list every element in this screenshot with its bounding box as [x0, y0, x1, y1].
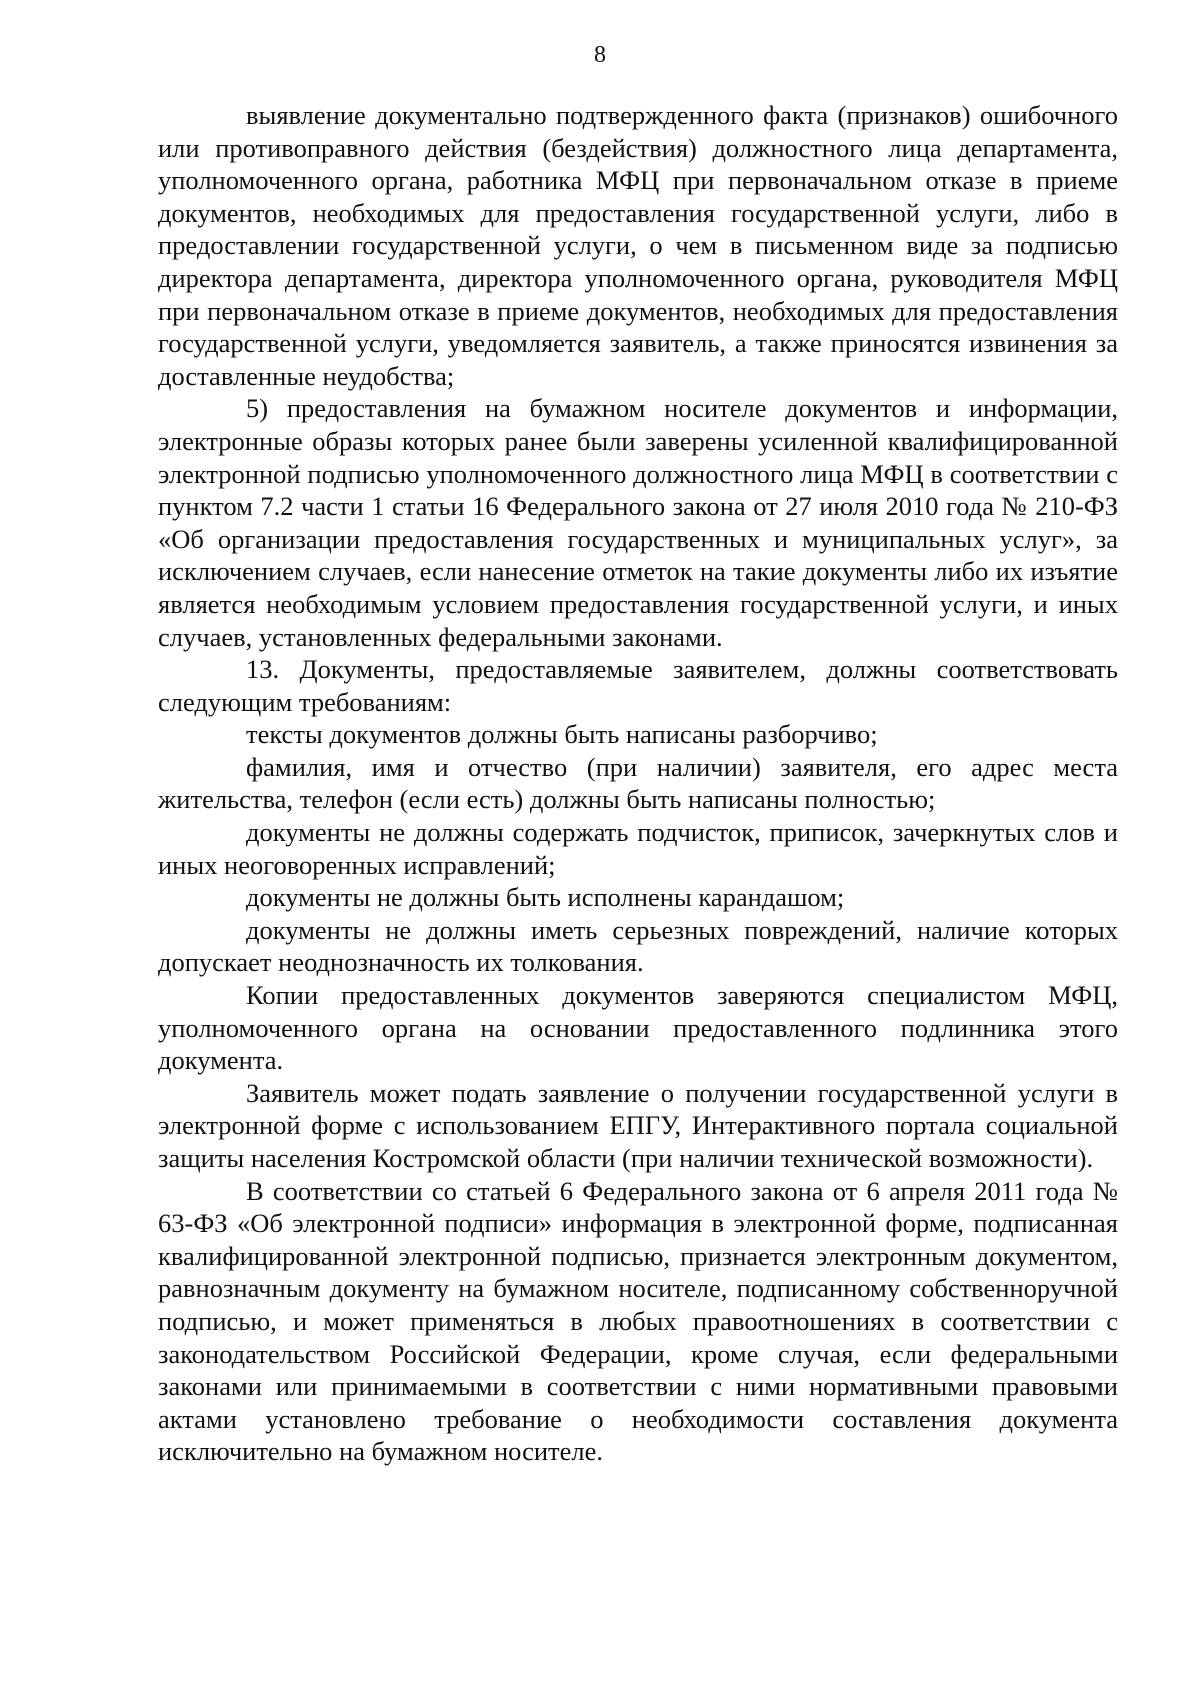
paragraph-error-detection: выявление документально подтвержденного факта (признаков) ошибочного или противоправного действия (бездействия) должностного лица департамента, уполномоченного органа, работника МФЦ при первоначальном отказе в приеме документов, необходимых для предоставления государственной услуги, либо в предоставлении государственной услуги, о чем в письменном виде за подписью директора департамента, директора уполномоченного органа, руководителя МФЦ при первоначальном отказе в приеме документов, необходимых для предоставления государственной услуги, уведомляется заявитель, а также приносятся извинения за доставленные неудобства;	[158, 100, 1118, 391]
page-number: 8	[594, 42, 606, 68]
paragraph-copies-certification: Копии предоставленных документов заверяются специалистом МФЦ, уполномоченного органа на основании предоставленного подлинника этого документа.	[158, 980, 1118, 1076]
paragraph-electronic-application: Заявитель может подать заявление о получении государственной услуги в электронной форме с использованием ЕПГУ, Интерактивного портала социальной защиты населения Костромской области (при наличии технической возможности).	[158, 1077, 1118, 1173]
paragraph-requirement-legible: тексты документов должны быть написаны разборчиво;	[246, 719, 878, 750]
paragraph-electronic-signature: В соответствии со статьей 6 Федерального закона от 6 апреля 2011 года № 63-ФЗ «Об электронной подписи» информация в электронной форме, подписанная квалифицированной электронной подписью, признается электронным документом, равнозначным документу на бумажном носителе, подписанному собственноручной подписью, и может применяться в любых правоотношениях в соответствии с законодательством Российской Федерации, кроме случая, если федеральными законами или принимаемыми в соответствии с ними нормативными правовыми актами установлено требование о необходимости составления документа исключительно на бумажном носителе.	[158, 1175, 1118, 1467]
document-body	[158, 99, 1118, 1468]
paragraph-requirement-no-pencil: документы не должны быть исполнены карандашом;	[246, 882, 845, 913]
paragraph-item-5-paper-documents: 5) предоставления на бумажном носителе документов и информации, электронные образы которых ранее были заверены усиленной квалифицированной электронной подписью уполномоченного должностного лица МФЦ в соответствии с пунктом 7.2 части 1 статьи 16 Федерального закона от 27 июля 2010 года № 210-ФЗ «Об организации предоставления государственных и муниципальных услуг», за исключением случаев, если нанесение отметок на такие документы либо их изъятие является необходимым условием предоставления государственной услуги, и иных случаев, установленных федеральными законами.	[158, 393, 1118, 652]
paragraph-requirement-no-corrections: документы не должны содержать подчисток, приписок, зачеркнутых слов и иных неоговоренных исправлений;	[158, 817, 1118, 880]
paragraph-section-13: 13. Документы, предоставляемые заявителем, должны соответствовать следующим требованиям:	[158, 654, 1118, 717]
paragraph-requirement-full-name: фамилия, имя и отчество (при наличии) заявителя, его адрес места жительства, телефон (если есть) должны быть написаны полностью;	[158, 751, 1118, 815]
paragraph-requirement-no-damage: документы не должны иметь серьезных повреждений, наличие которых допускает неоднозначность их толкования.	[158, 914, 1118, 978]
